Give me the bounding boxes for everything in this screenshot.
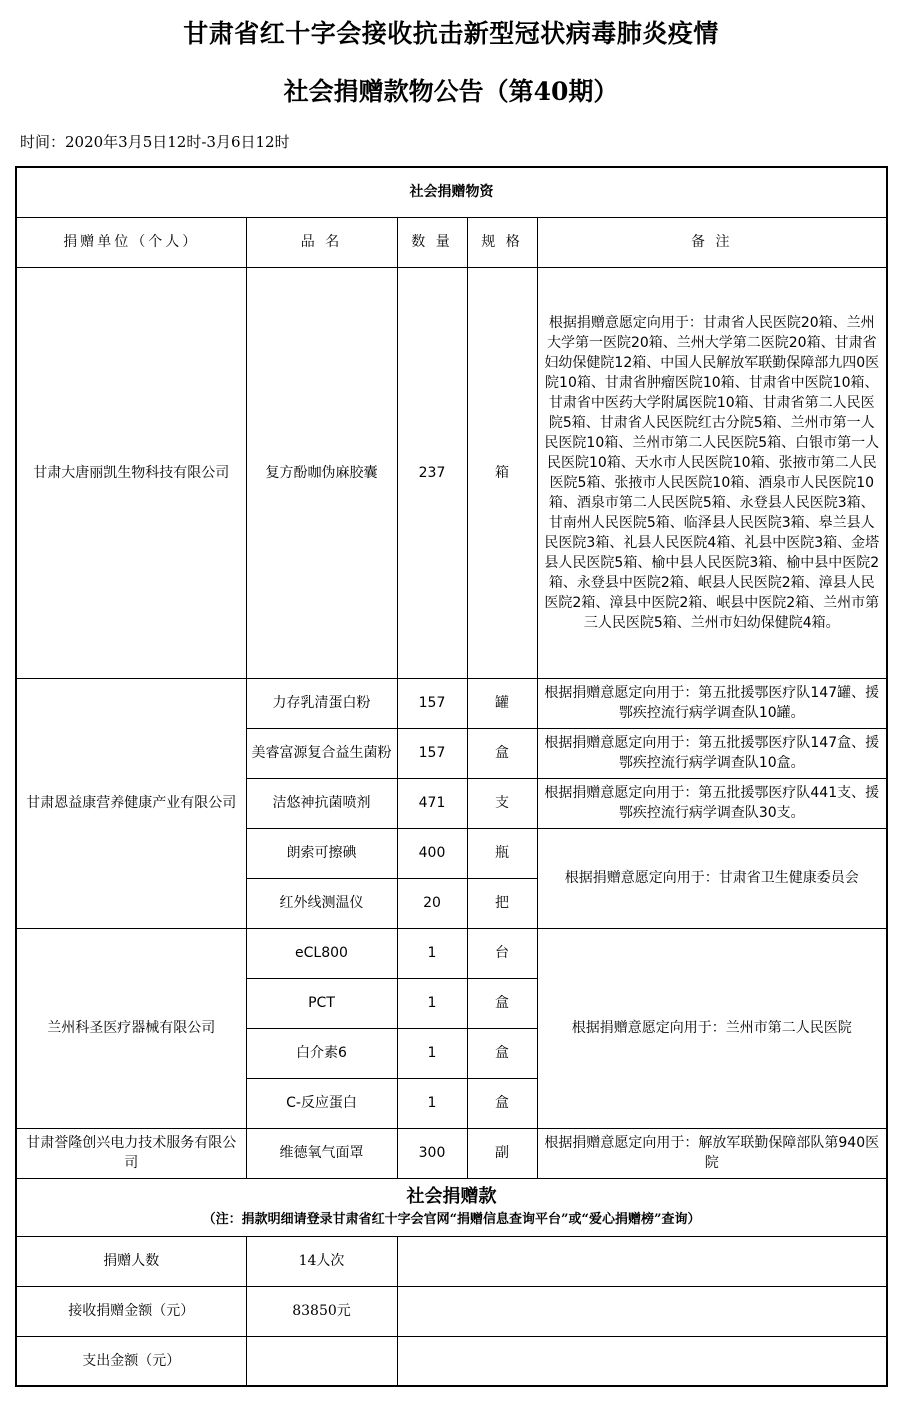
unit: 盒 bbox=[467, 1078, 537, 1128]
donor-name: 甘肃大唐丽凯生物科技有限公司 bbox=[16, 267, 246, 678]
quantity: 1 bbox=[397, 1078, 467, 1128]
column-header-donor: 捐赠单位（个人） bbox=[16, 217, 246, 267]
quantity: 400 bbox=[397, 828, 467, 878]
page-title-line1: 甘肃省红十字会接收抗击新型冠状病毒肺炎疫情 bbox=[183, 19, 719, 48]
remarks: 根据捐赠意愿定向用于：甘肃省卫生健康委员会 bbox=[537, 828, 887, 928]
received-amount-value: 83850元 bbox=[246, 1286, 397, 1336]
empty-cell bbox=[397, 1236, 887, 1286]
product-name: 复方酚咖伪麻胶囊 bbox=[246, 267, 397, 678]
product-name: 美睿富源复合益生菌粉 bbox=[246, 728, 397, 778]
unit: 把 bbox=[467, 878, 537, 928]
expense-amount-label: 支出金额（元） bbox=[16, 1336, 246, 1386]
cash-section-note: （注：捐款明细请登录甘肃省红十字会官网“捐赠信息查询平台”或“爱心捐赠榜”查询） bbox=[202, 1212, 701, 1227]
unit: 箱 bbox=[467, 267, 537, 678]
table-row bbox=[16, 1128, 887, 1178]
donor-name: 甘肃誉隆创兴电力技术服务有限公司 bbox=[16, 1128, 246, 1178]
product-name: C-反应蛋白 bbox=[246, 1078, 397, 1128]
unit: 支 bbox=[467, 778, 537, 828]
quantity: 157 bbox=[397, 678, 467, 728]
quantity: 1 bbox=[397, 928, 467, 978]
unit: 盒 bbox=[467, 1028, 537, 1078]
quantity: 237 bbox=[397, 267, 467, 678]
remarks: 根据捐赠意愿定向用于：甘肃省人民医院20箱、兰州大学第一医院20箱、兰州大学第二医院20箱、甘肃省妇幼保健院12箱、中国人民解放军联勤保障部九四0医院10箱、甘肃省肿瘤医院10箱、甘肃省中医院10箱、甘肃省中医药大学附属医院10箱、甘肃省第二人民医院5箱、甘肃省人民医院红古分院5箱、兰州市第一人民医院10箱、兰州市第二人民医院5箱、白银市第一人民医院10箱、天水市人民医院10箱、张掖市第二人民医院5箱、张掖市人民医院10箱、酒泉市人民医院10箱、酒泉市第二人民医院5箱、永登县人民医院3箱、甘南州人民医院5箱、临泽县人民医院3箱、皋兰县人民医院3箱、礼县人民医院4箱、礼县中医院3箱、金塔县人民医院5箱、榆中县人民医院3箱、榆中县中医院2箱、永登县中医院2箱、岷县人民医院2箱、漳县人民医院2箱、漳县中医院2箱、岷县中医院2箱、兰州市第三人民医院5箱、兰州市妇幼保健院4箱。 bbox=[537, 267, 887, 678]
empty-cell bbox=[397, 1286, 887, 1336]
product-name: PCT bbox=[246, 978, 397, 1028]
column-header-product: 品 名 bbox=[246, 217, 397, 267]
column-header-unit: 规 格 bbox=[467, 217, 537, 267]
product-name: 白介素6 bbox=[246, 1028, 397, 1078]
product-name: 洁悠神抗菌喷剂 bbox=[246, 778, 397, 828]
unit: 盒 bbox=[467, 728, 537, 778]
quantity: 20 bbox=[397, 878, 467, 928]
empty-cell bbox=[397, 1336, 887, 1386]
quantity: 157 bbox=[397, 728, 467, 778]
materials-section-title: 社会捐赠物资 bbox=[16, 167, 887, 217]
product-name: 维德氧气面罩 bbox=[246, 1128, 397, 1178]
product-name: eCL800 bbox=[246, 928, 397, 978]
remarks: 根据捐赠意愿定向用于：第五批援鄂医疗队147罐、援鄂疾控流行病学调查队10罐。 bbox=[537, 678, 887, 728]
donor-name: 兰州科圣医疗器械有限公司 bbox=[16, 928, 246, 1128]
unit: 瓶 bbox=[467, 828, 537, 878]
unit: 台 bbox=[467, 928, 537, 978]
expense-amount-value bbox=[246, 1336, 397, 1386]
time-range: 时间：2020年3月5日12时-3月6日12时 bbox=[20, 133, 290, 151]
column-header-quantity: 数 量 bbox=[397, 217, 467, 267]
table-row bbox=[16, 267, 887, 678]
unit: 盒 bbox=[467, 978, 537, 1028]
unit: 副 bbox=[467, 1128, 537, 1178]
donor-name: 甘肃恩益康营养健康产业有限公司 bbox=[16, 678, 246, 928]
remarks: 根据捐赠意愿定向用于：解放军联勤保障部队第940医院 bbox=[537, 1128, 887, 1178]
donor-count-label: 捐赠人数 bbox=[16, 1236, 246, 1286]
table-row bbox=[16, 678, 887, 728]
product-name: 红外线测温仪 bbox=[246, 878, 397, 928]
donation-table bbox=[15, 166, 888, 1387]
quantity: 300 bbox=[397, 1128, 467, 1178]
quantity: 1 bbox=[397, 1028, 467, 1078]
remarks: 根据捐赠意愿定向用于：第五批援鄂医疗队147盒、援鄂疾控流行病学调查队10盒。 bbox=[537, 728, 887, 778]
page-title-line2: 社会捐赠款物公告（第40期） bbox=[283, 77, 619, 106]
cash-section-header bbox=[16, 1178, 887, 1236]
product-name: 力存乳清蛋白粉 bbox=[246, 678, 397, 728]
table-row bbox=[16, 1286, 887, 1336]
unit: 罐 bbox=[467, 678, 537, 728]
column-header-remarks: 备 注 bbox=[537, 217, 887, 267]
table-row bbox=[16, 1236, 887, 1286]
table-row bbox=[16, 928, 887, 978]
cash-section-title: 社会捐赠款 bbox=[406, 1186, 497, 1207]
received-amount-label: 接收捐赠金额（元） bbox=[16, 1286, 246, 1336]
remarks: 根据捐赠意愿定向用于：兰州市第二人民医院 bbox=[537, 928, 887, 1128]
table-row bbox=[16, 1336, 887, 1386]
quantity: 1 bbox=[397, 978, 467, 1028]
product-name: 朗索可擦碘 bbox=[246, 828, 397, 878]
donor-count-value: 14人次 bbox=[246, 1236, 397, 1286]
remarks: 根据捐赠意愿定向用于：第五批援鄂医疗队441支、援鄂疾控流行病学调查队30支。 bbox=[537, 778, 887, 828]
quantity: 471 bbox=[397, 778, 467, 828]
